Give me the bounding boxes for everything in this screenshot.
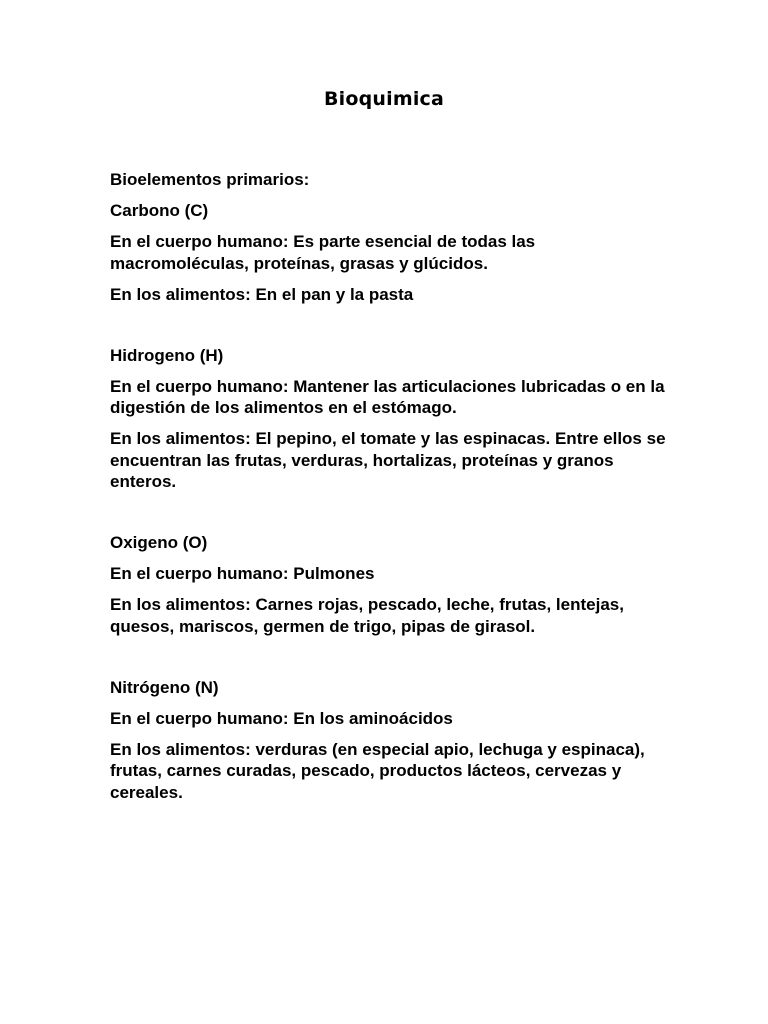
section-hidrogeno xyxy=(110,345,670,493)
section-food-text: En los alimentos: En el pan y la pasta xyxy=(110,284,414,304)
section-body-text: En el cuerpo humano: Mantener las articulaciones lubricadas o en la digestión de los alimentos en el estómago. xyxy=(110,376,665,417)
document-title: Bioquimica xyxy=(323,88,445,110)
section-food-text: En los alimentos: Carnes rojas, pescado, leche, frutas, lentejas, quesos, mariscos, germen de trigo, pipas de girasol. xyxy=(110,595,624,636)
intro-heading: Bioelementos primarios: xyxy=(110,170,310,189)
section-carbono xyxy=(110,200,670,305)
section-spacer xyxy=(110,502,670,532)
section-heading: Hidrogeno (H) xyxy=(110,345,224,365)
section-heading: Oxigeno (O) xyxy=(110,533,208,552)
section-body-text: En el cuerpo humano: Pulmones xyxy=(110,564,375,583)
section-food-text: En los alimentos: verduras (en especial apio, lechuga y espinaca), frutas, carnes curadas, pescado, productos lácteos, cervezas y cereales. xyxy=(110,739,645,802)
section-body-text: En el cuerpo humano: En los aminoácidos xyxy=(110,708,453,728)
section-oxigeno xyxy=(110,532,670,637)
section-nitrogeno xyxy=(110,677,670,804)
section-heading: Nitrógeno (N) xyxy=(110,677,219,697)
section-spacer xyxy=(110,315,670,345)
section-body-text: En el cuerpo humano: Es parte esencial de todas las macromoléculas, proteínas, grasas y glúcidos. xyxy=(110,232,536,273)
section-spacer xyxy=(110,647,670,677)
section-heading: Carbono (C) xyxy=(110,201,209,220)
section-food-text: En los alimentos: El pepino, el tomate y las espinacas. Entre ellos se encuentran las frutas, verduras, hortalizas, proteínas y granos enteros. xyxy=(110,429,666,491)
document-content xyxy=(110,169,670,813)
